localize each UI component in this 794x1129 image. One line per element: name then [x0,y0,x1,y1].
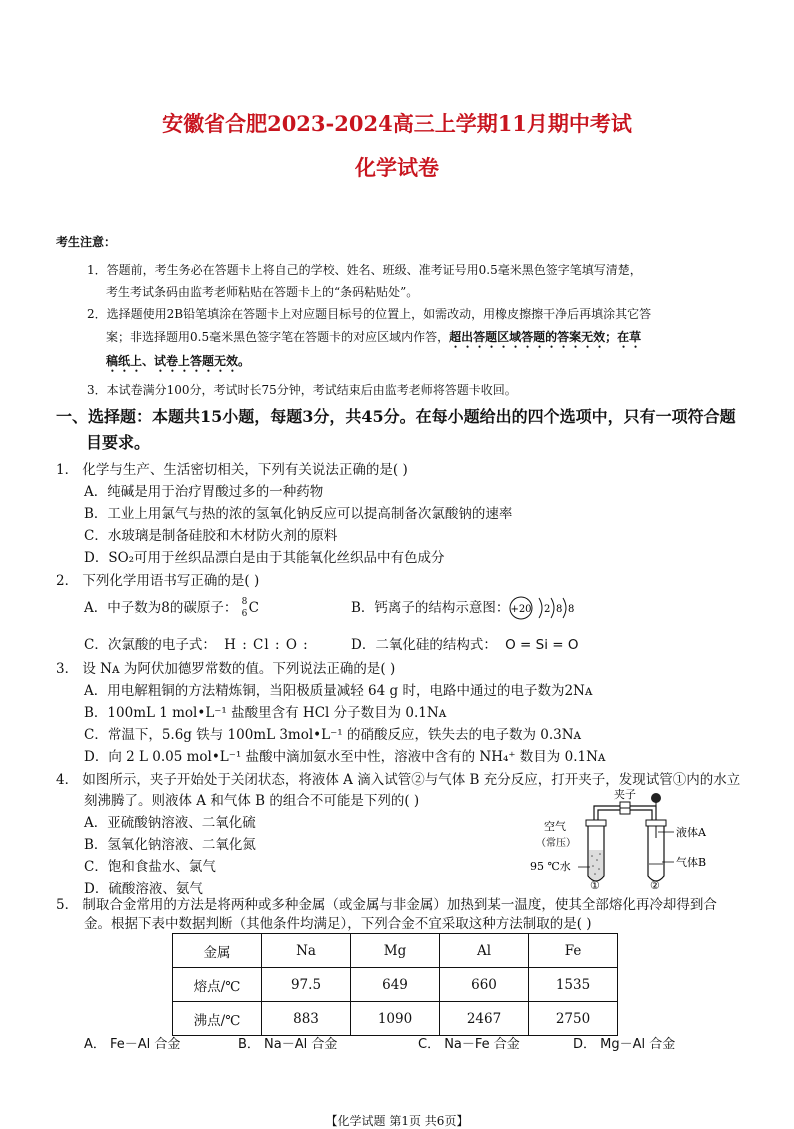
electron-shell-3: 8 [568,604,575,615]
exam-title: 安徽省合肥2023-2024高三上学期11月期中考试 [162,111,632,136]
table-cell: 883 [262,1002,351,1036]
question-4-option-d: D．硫酸溶液、氨气 [84,881,203,897]
table-cell: 熔点/℃ [173,968,262,1002]
tube-2-label: ② [650,879,660,892]
carbon-nuclide-symbol [242,598,262,618]
question-4-stem-line-2: 刻沸腾了。则液体 A 和气体 B 的组合不可能是下列的( ) [84,793,420,809]
question-3-option-a: A．用电解粗铜的方法精炼铜，当阳极质量减轻 64 g 时，电路中通过的电子数为2Nᴀ [84,683,593,699]
question-5-stem-line-2: 金。根据下表中数据判断（其他条件均满足），下列合金不宜采取这种方法制取的是( ) [84,916,592,932]
notice-item-2-line-1: 2．选择题使用2B铅笔填涂在答题卡上对应题目标号的位置上，如需改动，用橡皮擦擦干净后再填涂其它答 [87,307,652,321]
notice-item-3: 3．本试卷满分100分，考试时长75分钟，考试结束后由监考老师将答题卡收回。 [87,383,517,397]
table-header-cell: Al [440,934,529,968]
question-3-option-b: B．100mL 1 mol•L⁻¹ 盐酸里含有 HCl 分子数目为 0.1Nᴀ [84,705,447,721]
table-cell: 2467 [440,1002,529,1036]
question-2-option-b [351,598,509,618]
question-4-option-b: B．氢氧化钠溶液、二氧化氮 [84,837,256,853]
question-1-option-a: A．纯碱是用于治疗胃酸过多的一种药物 [84,484,324,500]
question-2-option-b-label: B．钙离子的结构示意图： [351,600,510,616]
question-3-option-d: D．向 2 L 0.05 mol•L⁻¹ 盐酸中滴加氨水至中性，溶液中含有的 NH₄⁺ 数目为 0.1Nᴀ [84,749,606,765]
silicon-dioxide-structure: O = Si = O [505,637,579,653]
question-1-option-d: D．SO₂可用于丝织品漂白是由于其能氧化丝织品中有色成分 [84,550,445,566]
table-row [173,968,618,1002]
table-header-cell: Fe [529,934,618,968]
question-1-stem: 1． 化学与生产、生活密切相关，下列有关说法正确的是( ) [56,462,408,478]
exam-subject: 化学试卷 [355,155,439,180]
question-2-stem: 2． 下列化学用语书写正确的是( ) [56,573,260,589]
question-2-option-d [351,635,579,655]
question-5-option-b: B． Na－Al 合金 [238,1037,338,1052]
water-label: 95 ℃水 [530,860,571,873]
clip-label: 夹子 [614,788,636,801]
question-1-option-c: C．水玻璃是制备硅胶和木材防火剂的原料 [84,528,338,544]
question-3-option-c: C．常温下，5.6g 铁与 100mL 3mol•L⁻¹ 的硝酸反应，铁失去的电子数为 0.3Nᴀ [84,727,582,743]
question-4-option-c: C．饱和食盐水、氯气 [84,859,216,875]
notice-item-2-line-3: 稿纸上、试卷上答题无效。 [106,354,251,368]
table-header-cell: Mg [351,934,440,968]
question-4-option-a: A．亚硫酸钠溶液、二氧化硫 [84,815,256,831]
notice-item-2-emphasis: 超出答题区域答题的答案无效；在草 [449,330,642,344]
question-2-option-c [84,635,309,655]
notice-item-1-line-1: 1．答题前，考生务必在答题卡上将自己的学校、姓名、班级、准考证号用0.5毫米黑色签字笔填写清楚， [87,263,642,277]
notice-item-1-line-2: 考生考试条码由监考老师粘贴在答题卡上的“条码粘贴处”。 [106,285,419,299]
question-5-option-c: C． Na－Fe 合金 [418,1037,520,1052]
table-cell: 649 [351,968,440,1002]
question-5-stem-line-1: 5． 制取合金常用的方法是将两种或多种金属（或金属与非金属）加热到某一温度，使其全部熔化再冷却得到合 [56,897,717,913]
section-heading-line-1: 一、选择题：本题共15小题，每题3分，共45分。在每小题给出的四个选项中，只有一项符合题 [56,407,736,426]
table-cell: 97.5 [262,968,351,1002]
nuclide-element: C [248,600,259,616]
notice-item-2-plain: 案；非选择题用0.5毫米黑色签字笔在答题卡的对应区域内作答， [106,330,450,344]
calcium-nucleus-charge: +20 [510,604,532,615]
electron-shell-1: 2 [544,604,551,615]
page-footer: 【化学试题 第1页 共6页】 [325,1114,469,1128]
table-row [173,1002,618,1036]
calcium-ion-diagram [507,594,587,622]
table-cell: 1090 [351,1002,440,1036]
notice-heading: 考生注意： [56,235,117,249]
nuclide-atomic-number: 6 [241,609,248,619]
table-header-row [173,934,618,968]
apparatus-figure [528,788,728,892]
table-header-cell: 金属 [173,934,262,968]
metal-properties-table [172,933,618,1036]
table-cell: 660 [440,968,529,1002]
table-header-cell: Na [262,934,351,968]
question-3-stem: 3． 设 Nᴀ 为阿伏加德罗常数的值。下列说法正确的是( ) [56,661,396,677]
question-1-option-b: B．工业上用氯气与热的浓的氢氧化钠反应可以提高制备次氯酸钠的速率 [84,506,513,522]
gas-b-label: 气体B [676,856,707,869]
hypochlorous-acid-electron-formula: H : Cl : O : [224,637,309,653]
question-4-stem-line-1: 4． 如图所示，夹子开始处于关闭状态，将液体 A 滴入试管②与气体 B 充分反应，打开夹子，发现试管①内的水立 [56,772,741,788]
nuclide-mass-number: 8 [241,597,248,607]
tube-1-label: ① [590,879,600,892]
electron-shell-2: 8 [556,604,563,615]
question-2-option-c-label: C．次氯酸的电子式： [84,637,216,653]
table-cell: 沸点/℃ [173,1002,262,1036]
question-5-option-d: D． Mg－Al 合金 [573,1037,676,1052]
table-cell: 1535 [529,968,618,1002]
question-2-option-a [84,598,262,618]
notice-item-2-line-2 [106,327,641,351]
table-cell: 2750 [529,1002,618,1036]
question-5-option-a: A． Fe－Al 合金 [84,1037,181,1052]
air-label: 空气 [544,820,566,833]
question-2-option-a-label: A．中子数为8的碳原子： [84,600,238,616]
liquid-a-label: 液体A [676,826,706,839]
section-heading-line-2: 目要求。 [86,433,151,452]
pressure-label: （常压） [536,838,576,849]
question-2-option-d-label: D．二氧化硅的结构式： [351,637,497,653]
